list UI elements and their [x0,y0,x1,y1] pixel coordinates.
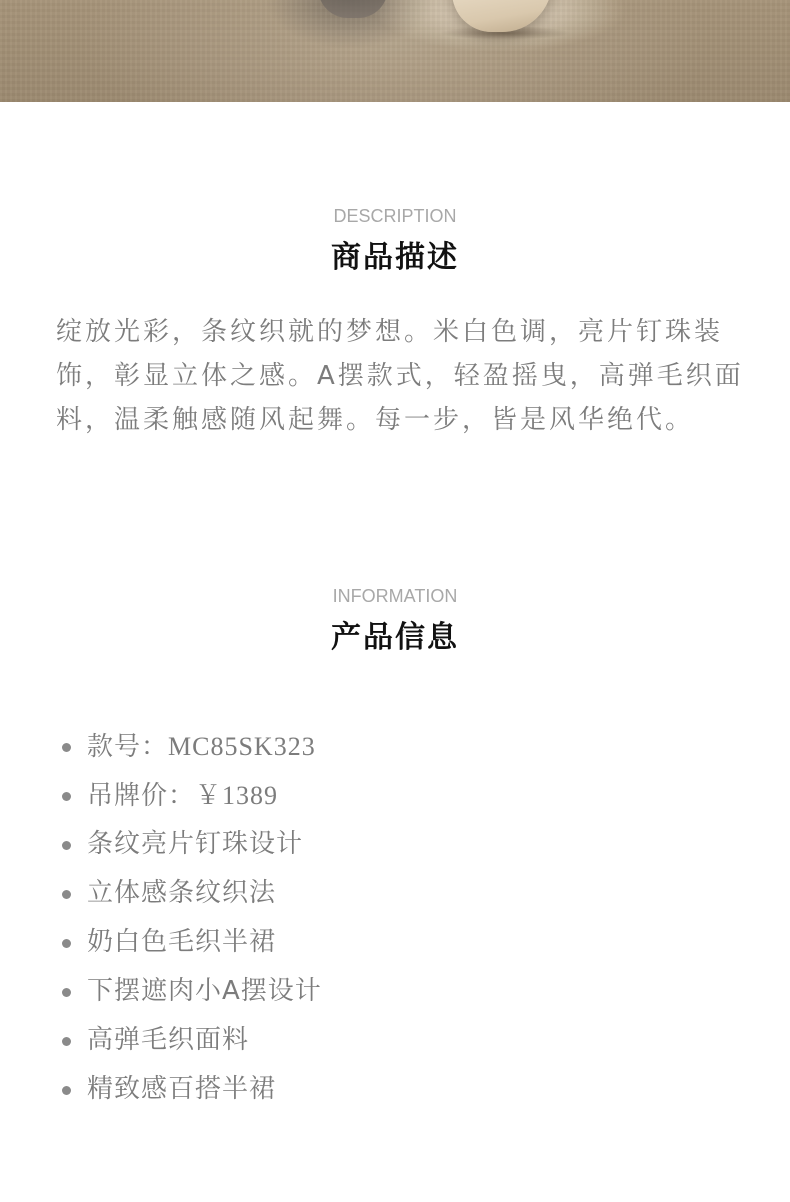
description-heading: 商品描述 [331,240,459,275]
info-item-label: 条纹亮片钉珠设计 [87,829,304,859]
floor-texture [0,0,790,102]
product-photo [0,0,790,102]
info-item-value: ￥1389 [195,781,279,810]
bullet-icon [62,1086,71,1095]
info-item-label: 下摆遮肉小A摆设计 [87,976,322,1006]
bullet-icon [62,792,71,801]
bullet-icon [62,743,71,752]
bullet-icon [62,1037,71,1046]
info-item-value: MC85SK323 [168,732,316,761]
info-item-style-no [56,722,746,771]
info-item-label: 奶白色毛织半裙 [87,927,277,957]
info-item-label: 吊牌价： [87,781,196,811]
bullet-icon [62,890,71,899]
description-en-heading: DESCRIPTION [333,206,457,226]
info-item-label: 立体感条纹织法 [87,878,277,908]
info-item [56,820,746,869]
info-item [56,1065,746,1114]
info-item-price [56,771,746,820]
info-item-label: 款号： [87,732,169,762]
information-list [56,722,746,1114]
info-item [56,918,746,967]
bullet-icon [62,988,71,997]
bullet-icon [62,841,71,850]
info-item-label: 精致感百搭半裙 [87,1074,277,1104]
information-heading: 产品信息 [331,620,459,655]
info-item [56,967,746,1016]
information-en-heading: INFORMATION [332,586,458,606]
info-item [56,869,746,918]
info-item [56,1016,746,1065]
info-item-label: 高弹毛织面料 [87,1025,250,1055]
description-text: 绽放光彩，条纹织就的梦想。米白色调，亮片钉珠装饰，彰显立体之感。A摆款式，轻盈摇曳，高弹毛织面料，温柔触感随风起舞。每一步，皆是风华绝代。 [56,317,744,435]
bullet-icon [62,939,71,948]
